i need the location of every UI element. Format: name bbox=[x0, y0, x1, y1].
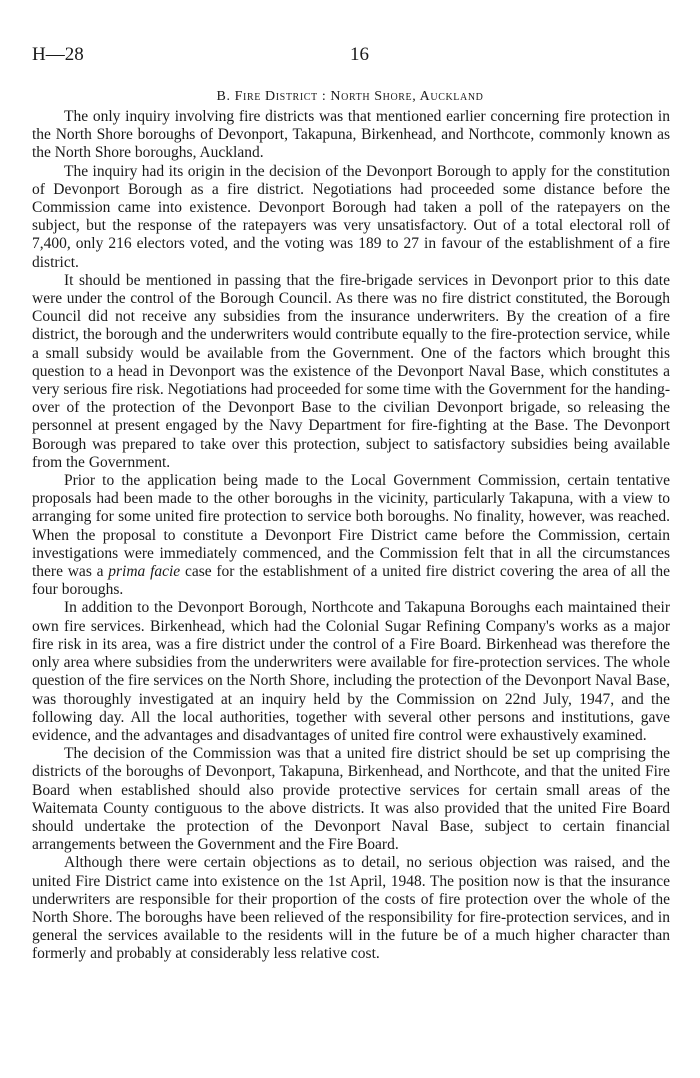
paragraph bbox=[32, 472, 670, 599]
page-number: 16 bbox=[350, 44, 369, 65]
paragraph: The inquiry had its origin in the decision of the Devonport Borough to apply for the constitution of Devonport Borough as a fire district. Negotiations had proceeded some distance before the Commission came into existence. Devonport Borough had taken a poll of the ratepayers on the subject, but the response of the ratepayers was very unsatisfactory. Out of a total electoral roll of 7,400, only 216 electors voted, and the voting was 189 to 27 in favour of the establishment of a fire district. bbox=[32, 162, 670, 271]
paragraph: The decision of the Commission was that a united fire district should be set up comprising the districts of the boroughs of Devonport, Takapuna, Birkenhead, and Northcote, and that the united Fire Board when established should also provide protective services for certain small areas of the Waitemata County contiguous to the above districts. It was also provided that the united Fire Board should undertake the protection of the Devonport Naval Base, subject to certain financial arrangements between the Government and the Fire Board. bbox=[32, 745, 670, 854]
paragraph: The only inquiry involving fire districts was that mentioned earlier concerning fire protection in the North Shore boroughs of Devonport, Takapuna, Birkenhead, and Northcote, commonly known as the North Shore boroughs, Auckland. bbox=[32, 108, 670, 162]
paragraph-text: Prior to the application being made to the Local Government Commission, certain tentative proposals had been made to the other boroughs in the vicinity, particularly Takapuna, with a view to arranging for some united fire protection to service both boroughs. No finality, however, was reached. When the proposal to constitute a Devonport Fire District came before the Commission, certain investigations were immediately commenced, and the Commission felt that in all the circumstances there was a bbox=[32, 472, 670, 581]
section-heading: B. Fire District : North Shore, Auckland bbox=[216, 89, 484, 104]
document-reference: H—28 bbox=[32, 44, 84, 65]
paragraph: It should be mentioned in passing that the fire-brigade services in Devonport prior to this date were under the control of the Borough Council. As there was no fire district constituted, the Borough Council did not receive any subsidies from the insurance underwriters. By the creation of a fire district, the borough and the underwriters would contribute equally to the fire-protection service, while a small subsidy would be available from the Government. One of the factors which brought this question to a head in Devonport was the existence of the Devonport Naval Base, which constitutes a very serious fire risk. Negotiations had proceeded for some time with the Government for the handing-over of the protection of the Devonport Base to the civilian Devonport brigade, so releasing the personnel at present engaged by the Navy Department for fire-fighting at the Base. The Devonport Borough was prepared to take over this protection, subject to satisfactory subsidies being available from the Government. bbox=[32, 271, 670, 471]
latin-phrase: prima facie bbox=[108, 563, 181, 581]
page-header bbox=[32, 44, 668, 70]
paragraph: In addition to the Devonport Borough, Northcote and Takapuna Boroughs each maintained their own fire services. Birkenhead, which had the Colonial Sugar Refining Company's works as a major fire risk in its area, was a fire district under the control of a Fire Board. Birkenhead was therefore the only area where subsidies from the underwriters were available for fire-protection services. The whole question of the fire services on the North Shore, including the protection of the Devonport Naval Base, was thoroughly investigated at an inquiry held by the Commission on 22nd July, 1947, and the following day. All the local authorities, together with several other persons and institutions, gave evidence, and the advantages and disadvantages of united fire control were exhaustively examined. bbox=[32, 599, 670, 744]
paragraph: Although there were certain objections as to detail, no serious objection was raised, and the united Fire District came into existence on the 1st April, 1948. The position now is that the insurance underwriters are responsible for their proportion of the costs of fire protection over the whole of the North Shore. The boroughs have been relieved of the responsibility for fire-protection services, and in general the services available to the residents will in the future be of a much higher character than formerly and probably at considerably less relative cost. bbox=[32, 854, 670, 963]
paragraph-text: case for the establishment of a united fire district covering the area of all the four boroughs. bbox=[32, 563, 670, 599]
body-text bbox=[32, 108, 670, 964]
